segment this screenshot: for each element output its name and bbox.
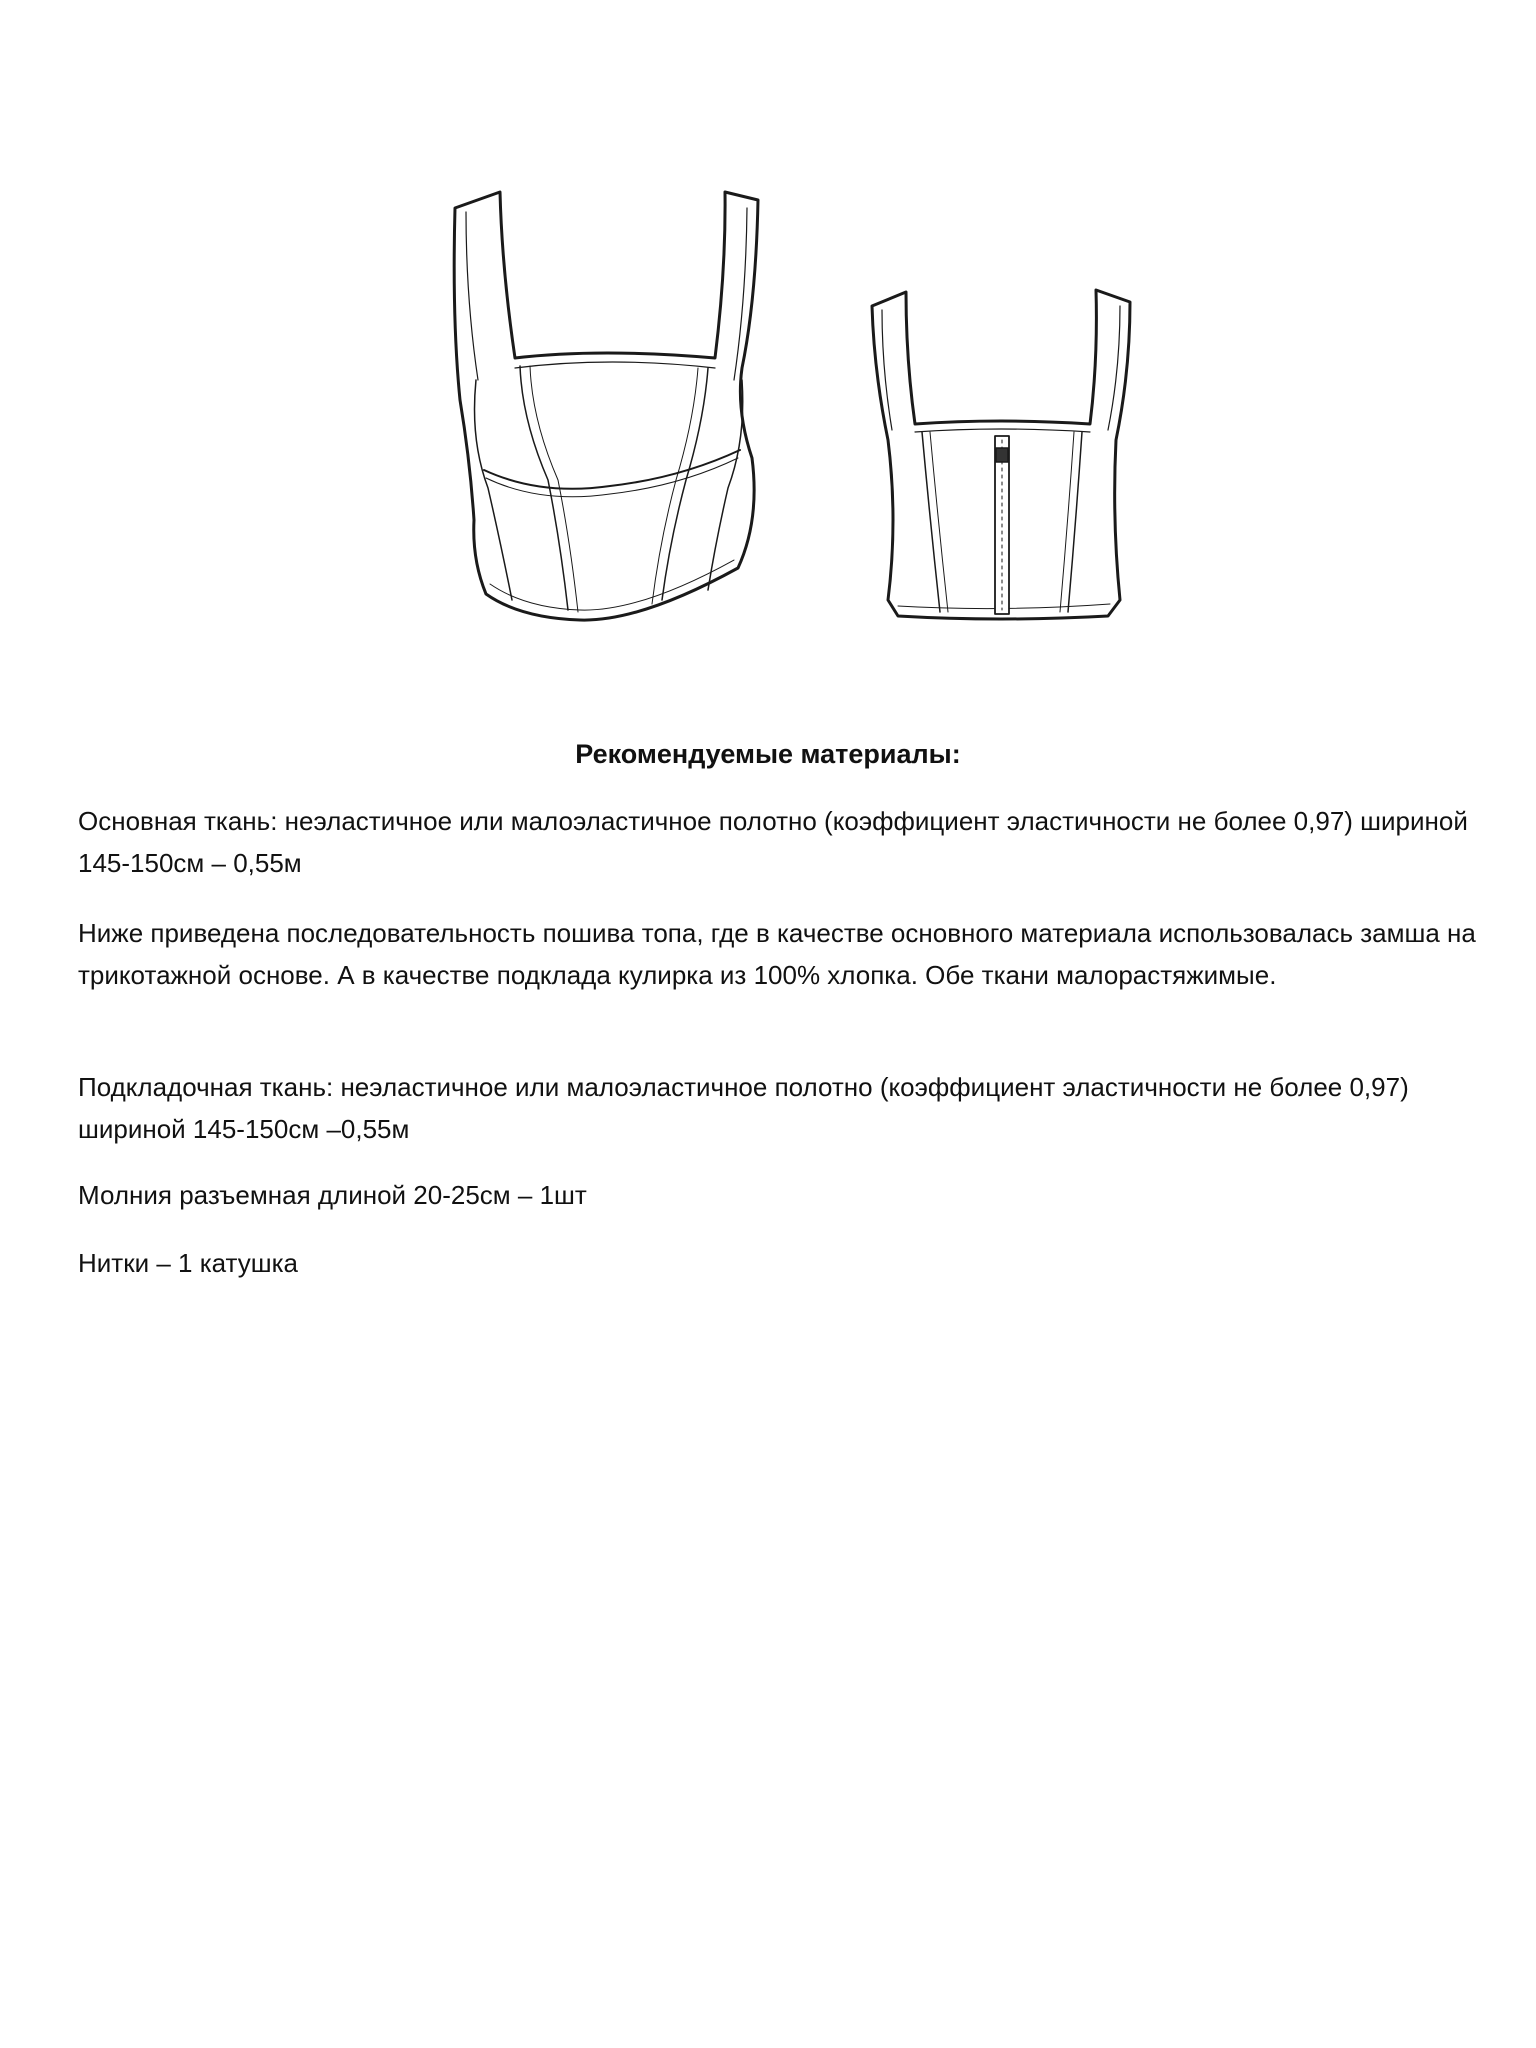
front-view-sketch — [454, 192, 758, 620]
back-view-sketch — [872, 290, 1130, 619]
sketch-canvas — [0, 0, 1536, 680]
zipper-text: Молния разъемная длиной 20-25см – 1шт — [78, 1180, 587, 1210]
materials-heading: Рекомендуемые материалы: — [575, 739, 961, 769]
main-fabric-text: Основная ткань: неэластичное или малоэластичное полотно (коэффициент эластичности не более 0,97) шириной 145-150см – 0,55м — [78, 806, 1468, 878]
sewing-note-text: Ниже приведена последовательность пошива топа, где в качестве основного материала использовалась замша на трикотажной основе. А в качестве подклада кулирка из 100% хлопка. Обе ткани малорастяжимые. — [78, 918, 1476, 990]
threads-text: Нитки – 1 катушка — [78, 1248, 298, 1278]
garment-sketches — [0, 0, 1536, 680]
lining-fabric-text: Подкладочная ткань: неэластичное или малоэластичное полотно (коэффициент эластичности не более 0,97) шириной 145-150см –0,55м — [78, 1072, 1409, 1144]
